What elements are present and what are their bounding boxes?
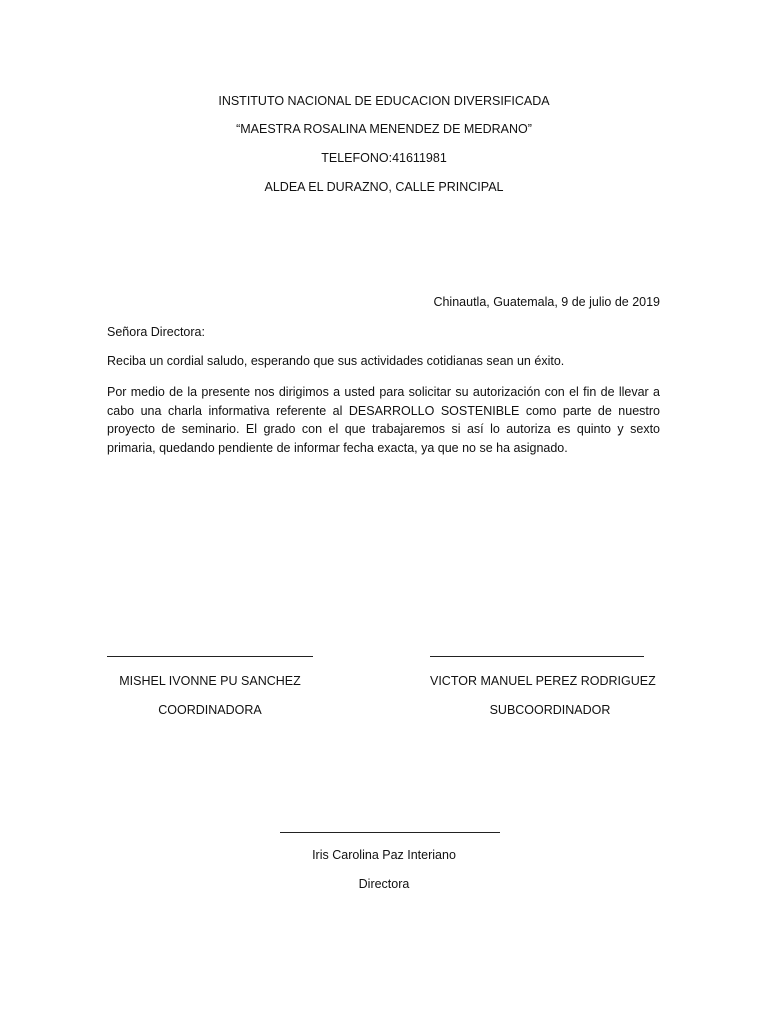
signer-bottom-name: Iris Carolina Paz Interiano bbox=[312, 848, 456, 862]
signer-bottom-role: Directora bbox=[358, 877, 410, 891]
greeting: Reciba un cordial saludo, esperando que sus actividades cotidianas sean un éxito. bbox=[107, 354, 565, 368]
signer-left-name: MISHEL IVONNE PU SANCHEZ bbox=[119, 674, 301, 688]
place-and-date: Chinautla, Guatemala, 9 de julio de 2019 bbox=[433, 295, 660, 309]
school-name: “MAESTRA ROSALINA MENENDEZ DE MEDRANO” bbox=[236, 122, 532, 136]
signature-line-right bbox=[430, 656, 644, 657]
signature-line-left bbox=[107, 656, 313, 657]
signature-line-bottom bbox=[280, 832, 500, 833]
salutation: Señora Directora: bbox=[107, 325, 205, 339]
signer-right-role: SUBCOORDINADOR bbox=[489, 703, 611, 717]
phone-number: TELEFONO:41611981 bbox=[321, 151, 447, 165]
school-address: ALDEA EL DURAZNO, CALLE PRINCIPAL bbox=[264, 180, 504, 194]
institution-name: INSTITUTO NACIONAL DE EDUCACION DIVERSIFICADA bbox=[218, 94, 550, 108]
letter-body: Por medio de la presente nos dirigimos a usted para solicitar su autorización con el fin de llevar a cabo una charla informativa referente al DESARROLLO SOSTENIBLE como parte de nuestro proyecto de seminario. El grado con el que trabajaremos si así lo autoriza es quinto y sexto primaria, quedando pendiente de informar fecha exacta, ya que no se ha asignado. bbox=[107, 385, 660, 455]
signer-left-role: COORDINADORA bbox=[158, 703, 262, 717]
signer-right-name: VICTOR MANUEL PEREZ RODRIGUEZ bbox=[430, 674, 656, 688]
